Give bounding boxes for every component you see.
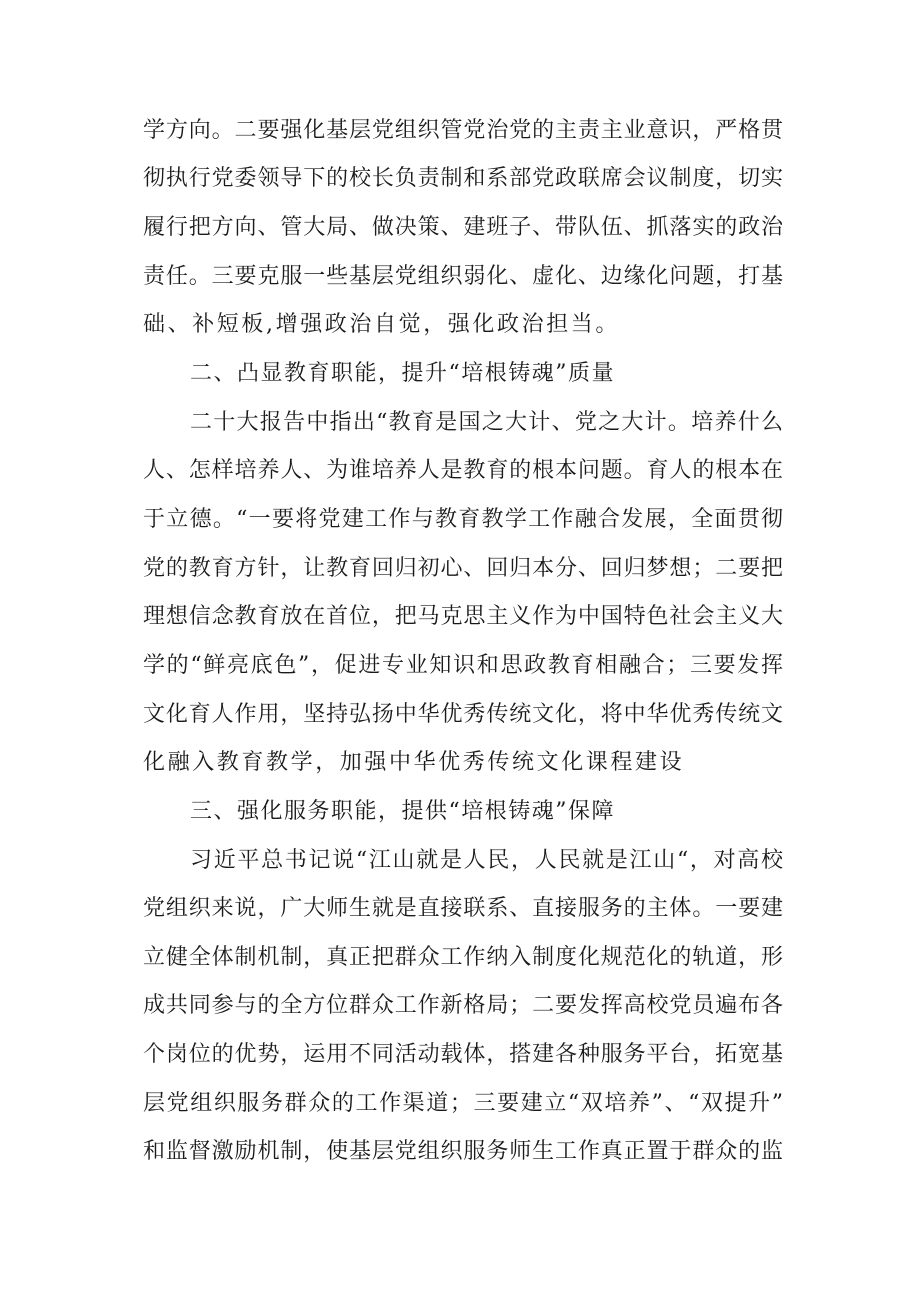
text-line: 党组织来说，广大师生就是直接联系、直接服务的主体。一要建	[143, 896, 783, 921]
text-line: 人、怎样培养人、为谁培养人是教育的根本问题。育人的根本在	[143, 458, 783, 483]
text-line: 础、补短板,增强政治自觉，强化政治担当。	[143, 312, 620, 337]
text-line: 理想信念教育放在首位，把马克思主义作为中国特色社会主义大	[143, 604, 783, 629]
text-line: 立健全体制机制，真正把群众工作纳入制度化规范化的轨道，形	[143, 945, 783, 970]
text-line: 化融入教育教学，加强中华优秀传统文化课程建设	[143, 750, 685, 775]
text-line: 个岗位的优势，运用不同活动载体，搭建各种服务平台，拓宽基	[143, 1042, 783, 1067]
text-line: 于立德。“一要将党建工作与教育教学工作融合发展，全面贯彻	[143, 507, 783, 532]
text-line: 和监督激励机制，使基层党组织服务师生工作真正置于群众的监	[143, 1139, 783, 1164]
text-line: 责任。三要克服一些基层党组织弱化、虚化、边缘化问题，打基	[143, 264, 783, 289]
text-line: 学的“鲜亮底色”，促进专业知识和思政教育相融合；三要发挥	[143, 653, 783, 678]
section-heading: 二、凸显教育职能，提升“培根铸魂”质量	[190, 361, 615, 386]
text-line: 履行把方向、管大局、做决策、建班子、带队伍、抓落实的政治	[143, 215, 783, 240]
text-line: 习近平总书记说“江山就是人民，人民就是江山“，对高校	[190, 848, 783, 873]
text-line: 彻执行党委领导下的校长负责制和系部党政联席会议制度，切实	[143, 166, 783, 191]
text-line: 学方向。二要强化基层党组织管党治党的主责主业意识，严格贯	[143, 118, 783, 143]
section-heading: 三、强化服务职能，提供“培根铸魂”保障	[190, 799, 615, 824]
text-line: 党的教育方针，让教育回归初心、回归本分、回归梦想；二要把	[143, 556, 783, 581]
text-line: 成共同参与的全方位群众工作新格局；二要发挥高校党员遍布各	[143, 993, 783, 1018]
text-line: 文化育人作用，坚持弘扬中华优秀传统文化，将中华优秀传统文	[143, 702, 783, 727]
text-line: 层党组织服务群众的工作渠道；三要建立“双培养”、“双提升”	[143, 1091, 783, 1116]
text-line: 二十大报告中指出“教育是国之大计、党之大计。培养什么	[190, 410, 783, 435]
